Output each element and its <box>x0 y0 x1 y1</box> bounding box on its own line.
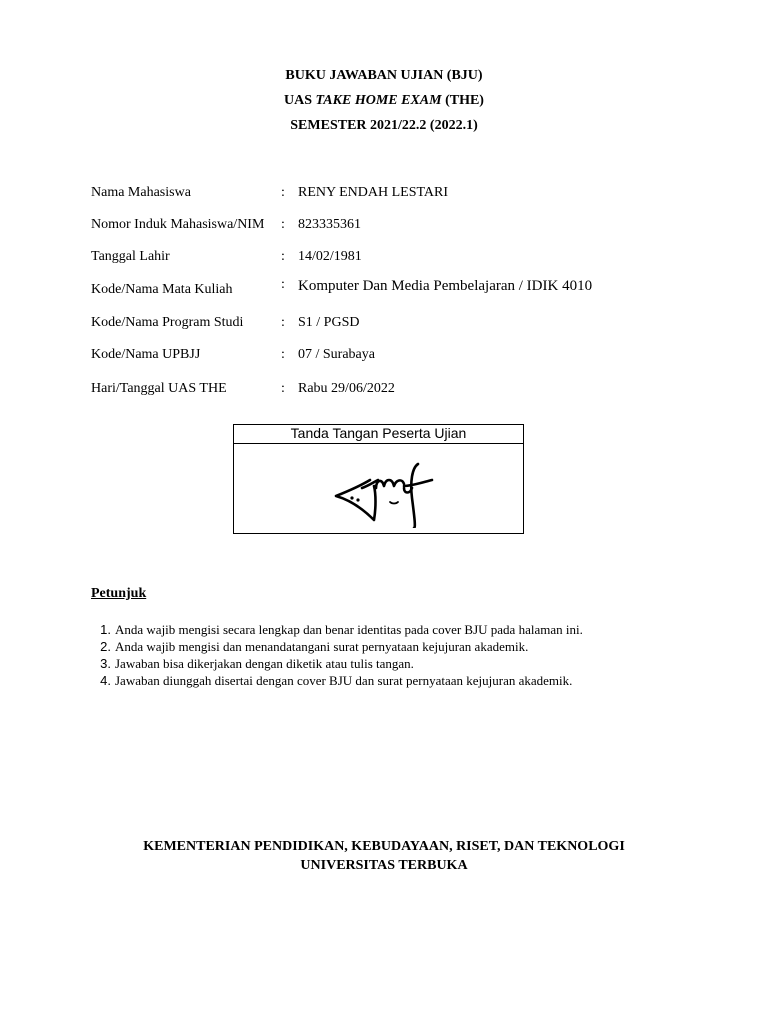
identity-separator: : <box>281 249 285 264</box>
identity-row-mata-kuliah <box>91 277 711 302</box>
header-subtitle-italic: TAKE HOME EXAM <box>315 93 442 108</box>
identity-separator: : <box>281 315 285 330</box>
list-item <box>91 672 651 689</box>
identity-label: Kode/Nama UPBJJ <box>91 347 201 362</box>
identity-separator: : <box>281 381 285 396</box>
identity-separator: : <box>281 217 285 232</box>
identity-separator: : <box>281 277 285 292</box>
signature-title: Tanda Tangan Peserta Ujian <box>234 425 523 444</box>
identity-value: Komputer Dan Media Pembelajaran / IDIK 4010 <box>298 278 593 294</box>
signature-image <box>332 458 442 528</box>
identity-label: Nomor Induk Mahasiswa/NIM <box>91 217 265 232</box>
identity-label: Kode/Nama Program Studi <box>91 315 244 330</box>
identity-row-nama <box>91 185 711 205</box>
header-title: BUKU JAWABAN UJIAN (BJU) <box>285 68 483 83</box>
header-semester: SEMESTER 2021/22.2 (2022.1) <box>290 118 478 133</box>
list-item-number: 4. <box>100 673 111 688</box>
identity-value: Rabu 29/06/2022 <box>298 381 395 396</box>
identity-row-nim <box>91 217 711 237</box>
list-item-text: Jawaban diunggah disertai dengan cover BJU dan surat pernyataan kejujuran akademik. <box>115 673 573 688</box>
signature-area <box>234 444 523 534</box>
identity-label: Hari/Tanggal UAS THE <box>91 381 227 396</box>
list-item-text: Anda wajib mengisi dan menandatangani surat pernyataan kejujuran akademik. <box>115 639 529 654</box>
identity-value: 14/02/1981 <box>298 249 362 264</box>
list-item-number: 2. <box>100 639 111 654</box>
instructions-list <box>91 621 651 689</box>
list-item <box>91 655 651 672</box>
identity-label: Tanggal Lahir <box>91 249 170 264</box>
identity-separator: : <box>281 347 285 362</box>
list-item <box>91 621 651 638</box>
header-subtitle-suffix: (THE) <box>441 93 484 108</box>
identity-value: S1 / PGSD <box>298 315 360 330</box>
list-item <box>91 638 651 655</box>
identity-label: Kode/Nama Mata Kuliah <box>91 282 233 297</box>
identity-row-upbjj <box>91 347 711 367</box>
identity-row-hari-tanggal <box>91 381 711 401</box>
identity-row-program-studi <box>91 315 711 335</box>
identity-value: 823335361 <box>298 217 361 232</box>
header-subtitle-prefix: UAS <box>284 93 316 108</box>
signature-box <box>233 424 524 534</box>
list-item-number: 3. <box>100 656 111 671</box>
footer-ministry: KEMENTERIAN PENDIDIKAN, KEBUDAYAAN, RISET, DAN TEKNOLOGI <box>143 839 625 854</box>
instructions-title: Petunjuk <box>91 586 147 601</box>
identity-separator: : <box>281 185 285 200</box>
identity-value: 07 / Surabaya <box>298 347 375 362</box>
header-subtitle <box>0 93 768 109</box>
list-item-text: Anda wajib mengisi secara lengkap dan benar identitas pada cover BJU pada halaman ini. <box>115 622 583 637</box>
list-item-text: Jawaban bisa dikerjakan dengan diketik atau tulis tangan. <box>115 656 414 671</box>
footer-university: UNIVERSITAS TERBUKA <box>300 858 468 873</box>
identity-row-tanggal-lahir <box>91 249 711 269</box>
identity-label: Nama Mahasiswa <box>91 185 191 200</box>
list-item-number: 1. <box>100 622 111 637</box>
identity-value: RENY ENDAH LESTARI <box>298 185 449 200</box>
